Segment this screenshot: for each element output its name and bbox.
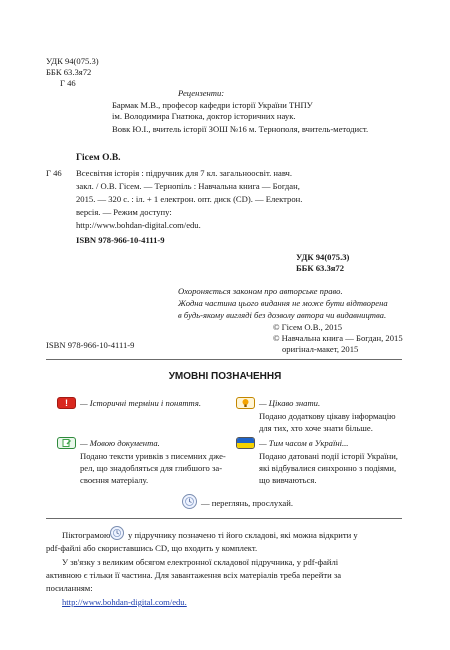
media-icon: [182, 494, 197, 509]
lightbulb-icon: [236, 397, 255, 409]
catalog-line-2: закл. / О.В. Гісем. — Тернопіль : Навчальна книга — Богдан,: [76, 181, 300, 191]
catalog-line-4: версія. — Режим доступу:: [76, 207, 172, 217]
reviewer-2: Вовк Ю.І., вчитель історії ЗОШ №16 м. Тернополя, вчитель-методист.: [112, 124, 369, 134]
author-sign: Г 46: [60, 78, 76, 88]
catalog-line-3: 2015. — 320 с. : іл. + 1 електрон. опт. диск (CD). — Електрон.: [76, 194, 303, 204]
catalog-line-5: http://www.bohdan-digital.com/edu.: [76, 220, 201, 230]
bbk-code: ББК 63.3я72: [46, 67, 92, 77]
reviewer-1-cont: ім. Володимира Гнатюка, доктор історичних наук.: [112, 111, 296, 121]
legend-interesting-line-2: для тих, хто хоче знати більше.: [259, 423, 373, 433]
legend-document-line-3: своєння матеріалу.: [80, 475, 149, 485]
legend-document-title: — Мовою документа.: [80, 438, 160, 448]
legend-time-line-1: Подано датовані події історії України,: [259, 451, 398, 461]
footer-p1-start: Піктограмою: [62, 530, 111, 540]
catalog-line-1: Всесвітня історія : підручник для 7 кл. загальноосвіт. навч.: [76, 168, 293, 178]
catalog-isbn: ISBN 978-966-10-4111-9: [76, 235, 165, 245]
notice-line-3: в будь-якому вигляді без дозволу автора чи видавництва.: [178, 310, 387, 320]
catalog-udk: УДК 94(075.3): [296, 252, 350, 262]
catalog-bbk: ББК 63.3я72: [296, 263, 345, 273]
reviewer-1: Бармак М.В., професор кафедри історії України ТНПУ: [112, 100, 313, 110]
download-link[interactable]: http://www.bohdan-digital.com/edu.: [62, 597, 187, 607]
legend-media: — переглянь, прослухай.: [201, 498, 293, 508]
legend-title: УМОВНІ ПОЗНАЧЕННЯ: [168, 371, 282, 382]
catalog-code: Г 46: [46, 168, 62, 178]
ukraine-flag-icon: [236, 437, 255, 449]
reviewers-title: Рецензенти:: [178, 88, 225, 98]
legend-terms: — Історичні терміни і поняття.: [80, 398, 201, 408]
exclamation-icon: !: [57, 397, 76, 409]
footer-p2-line-2: активною є тільки її частина. Для завантаження всіх матеріалів треба перейти за: [46, 570, 342, 580]
copyright-layout: оригінал-макет, 2015: [282, 344, 359, 354]
legend-document-line-2: рел, що знадобляться для глибшого за-: [80, 463, 223, 473]
copyright-isbn: ISBN 978-966-10-4111-9: [46, 340, 135, 350]
copyright-publisher: © Навчальна книга — Богдан, 2015: [273, 333, 403, 343]
document-icon: [57, 437, 76, 449]
udk-code: УДК 94(075.3): [46, 56, 99, 66]
copyright-author: © Гісем О.В., 2015: [273, 322, 343, 332]
notice-line-2: Жодна частина цього видання не може бути відтворена: [178, 298, 388, 308]
legend-interesting-title: — Цікаво знати.: [259, 398, 321, 408]
legend-document-line-1: Подано тексти уривків з писемних дже-: [80, 451, 226, 461]
footer-p1-line-2: pdf-файлі або скориставшись CD, що входить у комплект.: [46, 543, 258, 553]
divider-top: [46, 359, 402, 360]
media-inline-icon: [110, 526, 124, 540]
divider-bottom: [46, 518, 402, 519]
legend-time-title: — Тим часом в Україні...: [259, 438, 349, 448]
catalog-author: Гісем О.В.: [76, 153, 121, 163]
footer-p2-line-1: У зв'язку з великим обсягом електронної складової підручника, у pdf-файлі: [62, 557, 339, 567]
notice-line-1: Охороняється законом про авторське право.: [178, 286, 343, 296]
legend-time-line-3: що вивчаються.: [259, 475, 317, 485]
footer-p2-line-3: посиланням:: [46, 583, 93, 593]
legend-time-line-2: які відбувалися синхронно з подіями,: [259, 463, 397, 473]
legend-interesting-line-1: Подано додаткову цікаву інформацію: [259, 411, 396, 421]
footer-p1-end: у підручнику позначено ті його складові, які можна відкрити у: [128, 530, 358, 540]
